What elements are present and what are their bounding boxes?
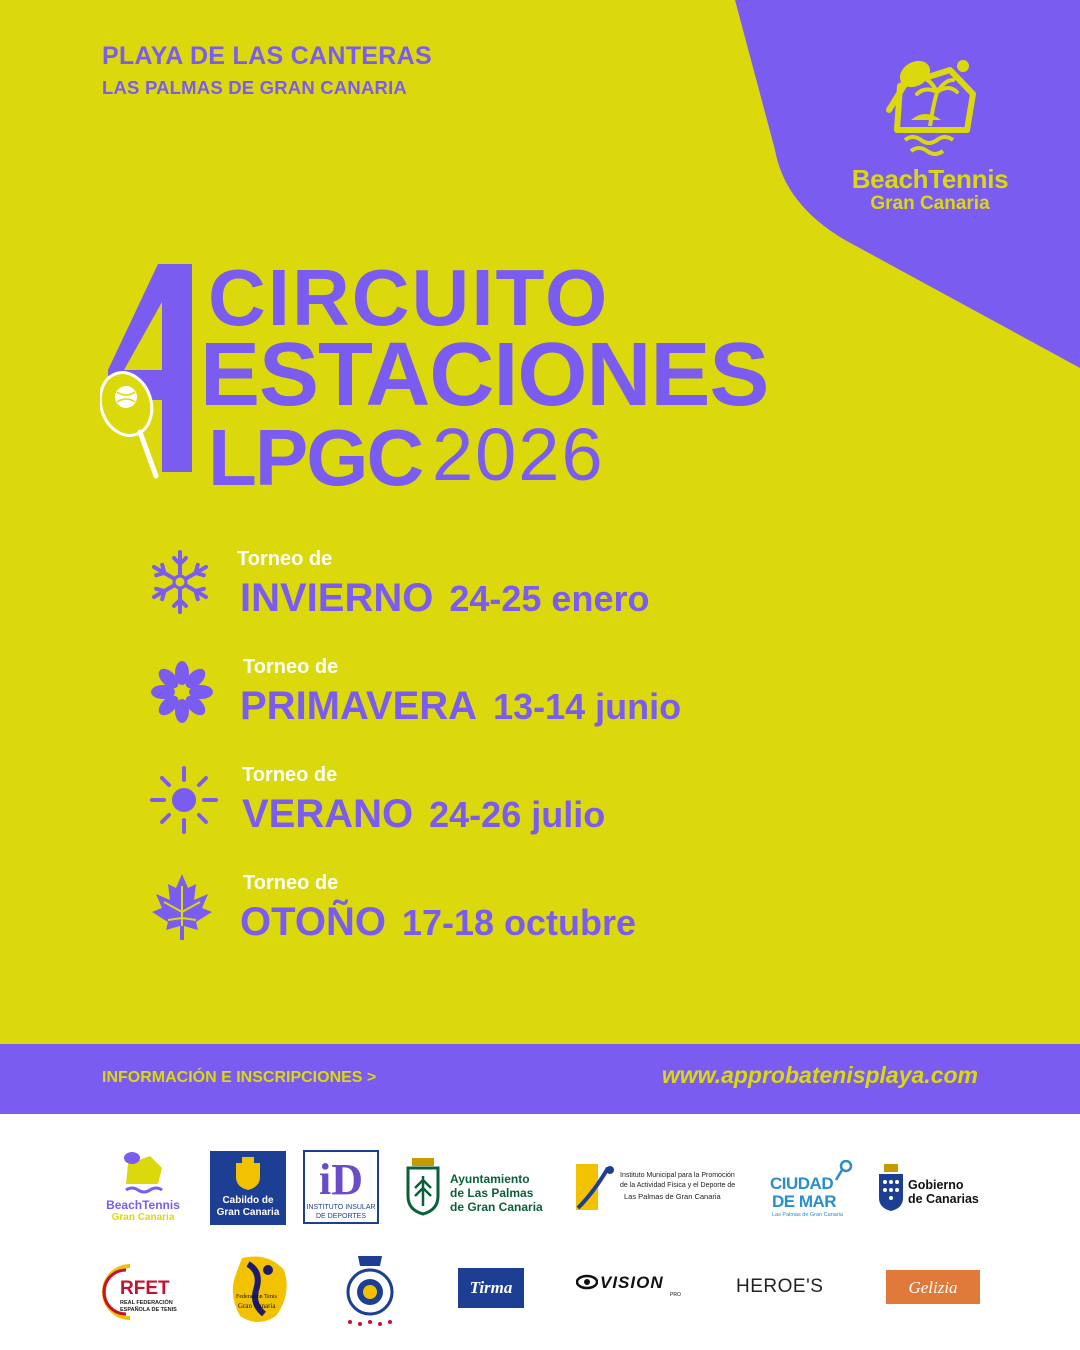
sponsor-imd	[572, 1162, 752, 1214]
sponsor-sub: PRO	[670, 1292, 681, 1298]
club-crest-icon	[342, 1252, 398, 1328]
sponsor-name: Federación Tenis	[236, 1294, 277, 1300]
title-line-2: ESTACIONES	[200, 325, 769, 425]
sponsor-name: Gelizia	[908, 1278, 958, 1297]
info-band	[0, 1044, 1080, 1114]
sponsor-name: INSTITUTO INSULAR	[306, 1204, 376, 1211]
ayuntamiento-crest-icon	[406, 1158, 440, 1216]
sponsor-name: RFET	[120, 1278, 170, 1299]
title-line-1: CIRCUITO	[208, 253, 610, 342]
event-prefix: Torneo de	[243, 656, 339, 678]
number-four-racket-icon	[100, 262, 210, 482]
sponsor-sub: de Las Palmas	[450, 1186, 534, 1200]
sponsor-sub: DE MAR	[772, 1192, 837, 1211]
sponsor-sub: REAL FEDERACIÓN	[120, 1300, 173, 1306]
vision-eye-icon	[576, 1274, 598, 1290]
event-date: 17-18 octubre	[401, 902, 637, 943]
website-link[interactable]: www.approbatenisplaya.com	[661, 1062, 978, 1088]
imd-athlete-icon	[572, 1162, 618, 1214]
event-name: VERANO	[242, 792, 414, 836]
event-title	[242, 792, 605, 837]
crest-icon	[234, 1157, 262, 1191]
sponsor-sub: DE DEPORTES	[315, 1213, 367, 1220]
sponsor-ayuntamiento	[406, 1158, 556, 1222]
event-date: 24-26 julio	[429, 794, 606, 835]
info-label[interactable]: INFORMACIÓN E INSCRIPCIONES >	[102, 1069, 377, 1086]
sponsor-name: Cabildo de	[222, 1195, 274, 1206]
sponsor-sub2: Las Palmas de Gran Canaria	[624, 1192, 721, 1201]
sponsor-name: VISION	[600, 1273, 664, 1292]
sponsor-strip	[0, 1114, 1080, 1350]
event-name: OTOÑO	[240, 900, 386, 944]
event-prefix: Torneo de	[243, 872, 339, 894]
brand-name: BeachTennis	[851, 164, 1009, 194]
sponsor-name: Ayuntamiento	[450, 1172, 530, 1186]
sponsor-beachtennis	[98, 1148, 188, 1228]
sponsor-club-crest	[342, 1252, 398, 1328]
sponsor-sub: Gran Canaria	[238, 1302, 276, 1310]
sponsor-sub2: ESPAÑOLA DE TENIS	[120, 1307, 177, 1313]
sponsor-name: Gobierno	[908, 1178, 964, 1192]
sponsor-name: Tirma	[469, 1278, 513, 1297]
event-autumn	[0, 872, 1080, 962]
sponsor-sub: de la Actividad Física y el Deporte de	[620, 1182, 736, 1189]
sponsor-name: CIUDAD	[770, 1174, 834, 1193]
sponsor-vision	[576, 1274, 688, 1304]
sponsor-name: Instituto Municipal para la Promoción	[620, 1172, 735, 1179]
event-date: 24-25 enero	[449, 578, 650, 619]
sun-icon	[150, 766, 218, 834]
event-name: INVIERNO	[240, 576, 434, 620]
sponsor-sub: Gran Canaria	[111, 1212, 175, 1223]
sponsor-sub2: Las Palmas de Gran Canaria	[772, 1212, 843, 1218]
brand-logo	[800, 58, 1060, 214]
sponsor-sub: Gran Canaria	[216, 1207, 280, 1218]
sponsor-name: HEROE'S	[736, 1276, 824, 1297]
event-prefix: Torneo de	[242, 764, 338, 786]
sponsor-instituto-insular	[303, 1150, 379, 1224]
beach-tennis-small-icon	[98, 1148, 188, 1194]
flower-icon	[150, 660, 214, 724]
id-logo-icon: iD	[319, 1155, 363, 1204]
maple-leaf-icon	[150, 872, 214, 942]
event-prefix: Torneo de	[237, 548, 333, 570]
location-line-1: PLAYA DE LAS CANTERAS	[102, 42, 432, 70]
sponsor-sub2: de Gran Canaria	[450, 1200, 543, 1214]
location-line-2: LAS PALMAS DE GRAN CANARIA	[102, 77, 407, 98]
sponsor-gelizia	[886, 1270, 980, 1304]
snowflake-icon	[148, 548, 212, 616]
event-title	[240, 576, 649, 621]
gobierno-crest-icon	[878, 1164, 904, 1212]
title-line-3: LPGC	[208, 413, 423, 502]
federacion-island-icon	[228, 1254, 292, 1326]
sponsor-rfet	[100, 1262, 184, 1322]
brand-subname: Gran Canaria	[870, 193, 990, 214]
sponsor-federacion-tenis	[228, 1254, 292, 1326]
sponsor-gobierno-canarias	[878, 1164, 988, 1218]
event-title	[240, 900, 636, 945]
event-title	[240, 684, 681, 729]
sponsor-ciudad-de-mar	[768, 1158, 858, 1222]
title-year: 2026	[432, 413, 605, 496]
event-spring	[0, 656, 1080, 746]
event-date: 13-14 junio	[493, 686, 682, 727]
sponsor-tirma	[458, 1268, 524, 1308]
ciudad-de-mar-wave-icon	[834, 1160, 854, 1182]
sponsor-cabildo	[210, 1151, 286, 1225]
sponsor-sub: de Canarias	[908, 1192, 979, 1206]
event-summer	[0, 764, 1080, 854]
event-winter	[0, 548, 1080, 638]
sponsor-name: BeachTennis	[106, 1198, 180, 1212]
event-name: PRIMAVERA	[240, 684, 478, 728]
sponsor-heroes	[736, 1274, 840, 1304]
beach-tennis-logo-icon	[875, 58, 985, 158]
